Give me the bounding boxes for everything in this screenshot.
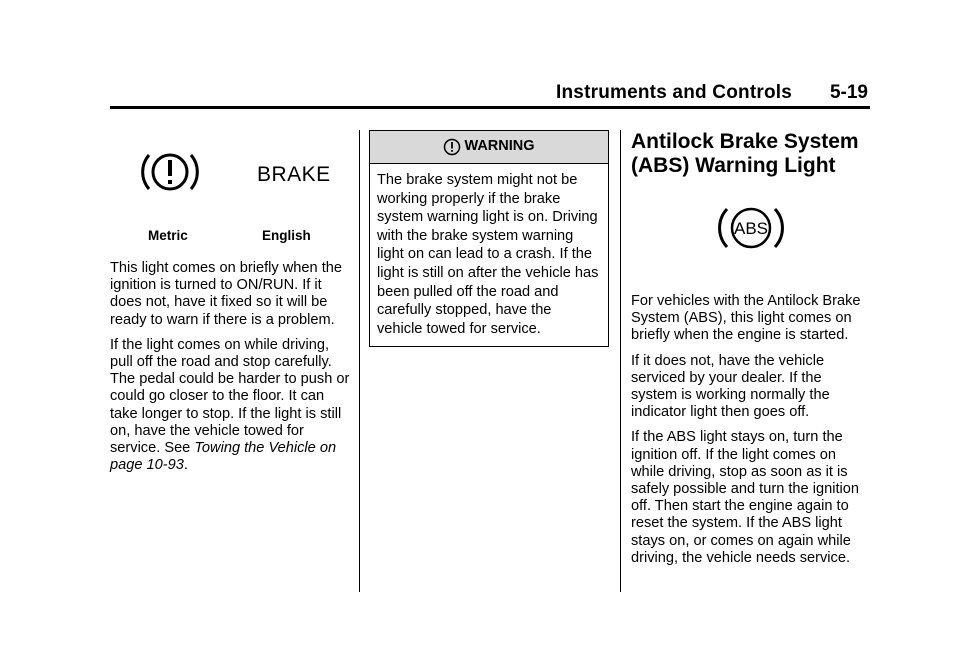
warning-box bbox=[369, 130, 609, 347]
column-divider bbox=[359, 130, 360, 592]
abs-section-title: Antilock Brake System (ABS) Warning Light bbox=[631, 130, 859, 177]
column-warning bbox=[369, 130, 609, 347]
brake-warning-icon bbox=[138, 146, 202, 198]
caution-triangle-icon bbox=[443, 138, 461, 156]
symbol-label-english: English bbox=[262, 228, 311, 243]
paragraph: If it does not, have the vehicle serviced by your dealer. If the system is working normally the indicator light then goes off. bbox=[631, 352, 830, 421]
abs-icon-text: ABS bbox=[733, 219, 769, 238]
section-title-header: Instruments and Controls bbox=[556, 82, 792, 103]
abs-warning-icon bbox=[715, 202, 787, 254]
paragraph bbox=[110, 337, 350, 475]
paragraph-end: . bbox=[183, 457, 188, 474]
column-abs-light bbox=[631, 130, 871, 575]
warning-text: The brake system might not be working properly if the brake system warning light is on. Driving with the brake system warning light on can lead to a crash. If the light is still on after the vehicle has been pulled off the road and carefully stopped, have the vehicle towed for service. bbox=[377, 172, 599, 337]
brake-symbols bbox=[110, 130, 350, 260]
column-brake-light bbox=[110, 130, 350, 482]
warning-title: WARNING bbox=[464, 138, 535, 155]
page-number: 5-19 bbox=[829, 82, 868, 103]
paragraph: For vehicles with the Antilock Brake System (ABS), this light comes on briefly when the engine is started. bbox=[631, 293, 861, 344]
abs-symbol bbox=[631, 198, 871, 293]
paragraph-text: If the light comes on while driving, pull off the road and stop carefully. The pedal could be harder to push or could go closer to the floor. It can take longer to stop. If the light is still on, have the vehicle towed for service. See bbox=[110, 336, 350, 457]
paragraph: This light comes on briefly when the ignition is turned to ON/RUN. If it does not, have it fixed so it will be ready to warn if there is a problem. bbox=[110, 260, 342, 328]
brake-english-symbol: BRAKE bbox=[257, 163, 331, 186]
column-divider bbox=[620, 130, 621, 592]
cross-reference-link[interactable]: Towing the Vehicle on page 10-93 bbox=[110, 440, 337, 474]
symbol-label-metric: Metric bbox=[148, 228, 188, 243]
page-header bbox=[110, 78, 870, 109]
paragraph: If the ABS light stays on, turn the ignition off. If the light comes on while driving, stop as soon as it is safely possible and turn the ignition off. Then start the engine again to reset the system. If the ABS light stays on, or comes on again while driving, the vehicle needs service. bbox=[631, 429, 859, 566]
warning-header bbox=[370, 131, 608, 164]
